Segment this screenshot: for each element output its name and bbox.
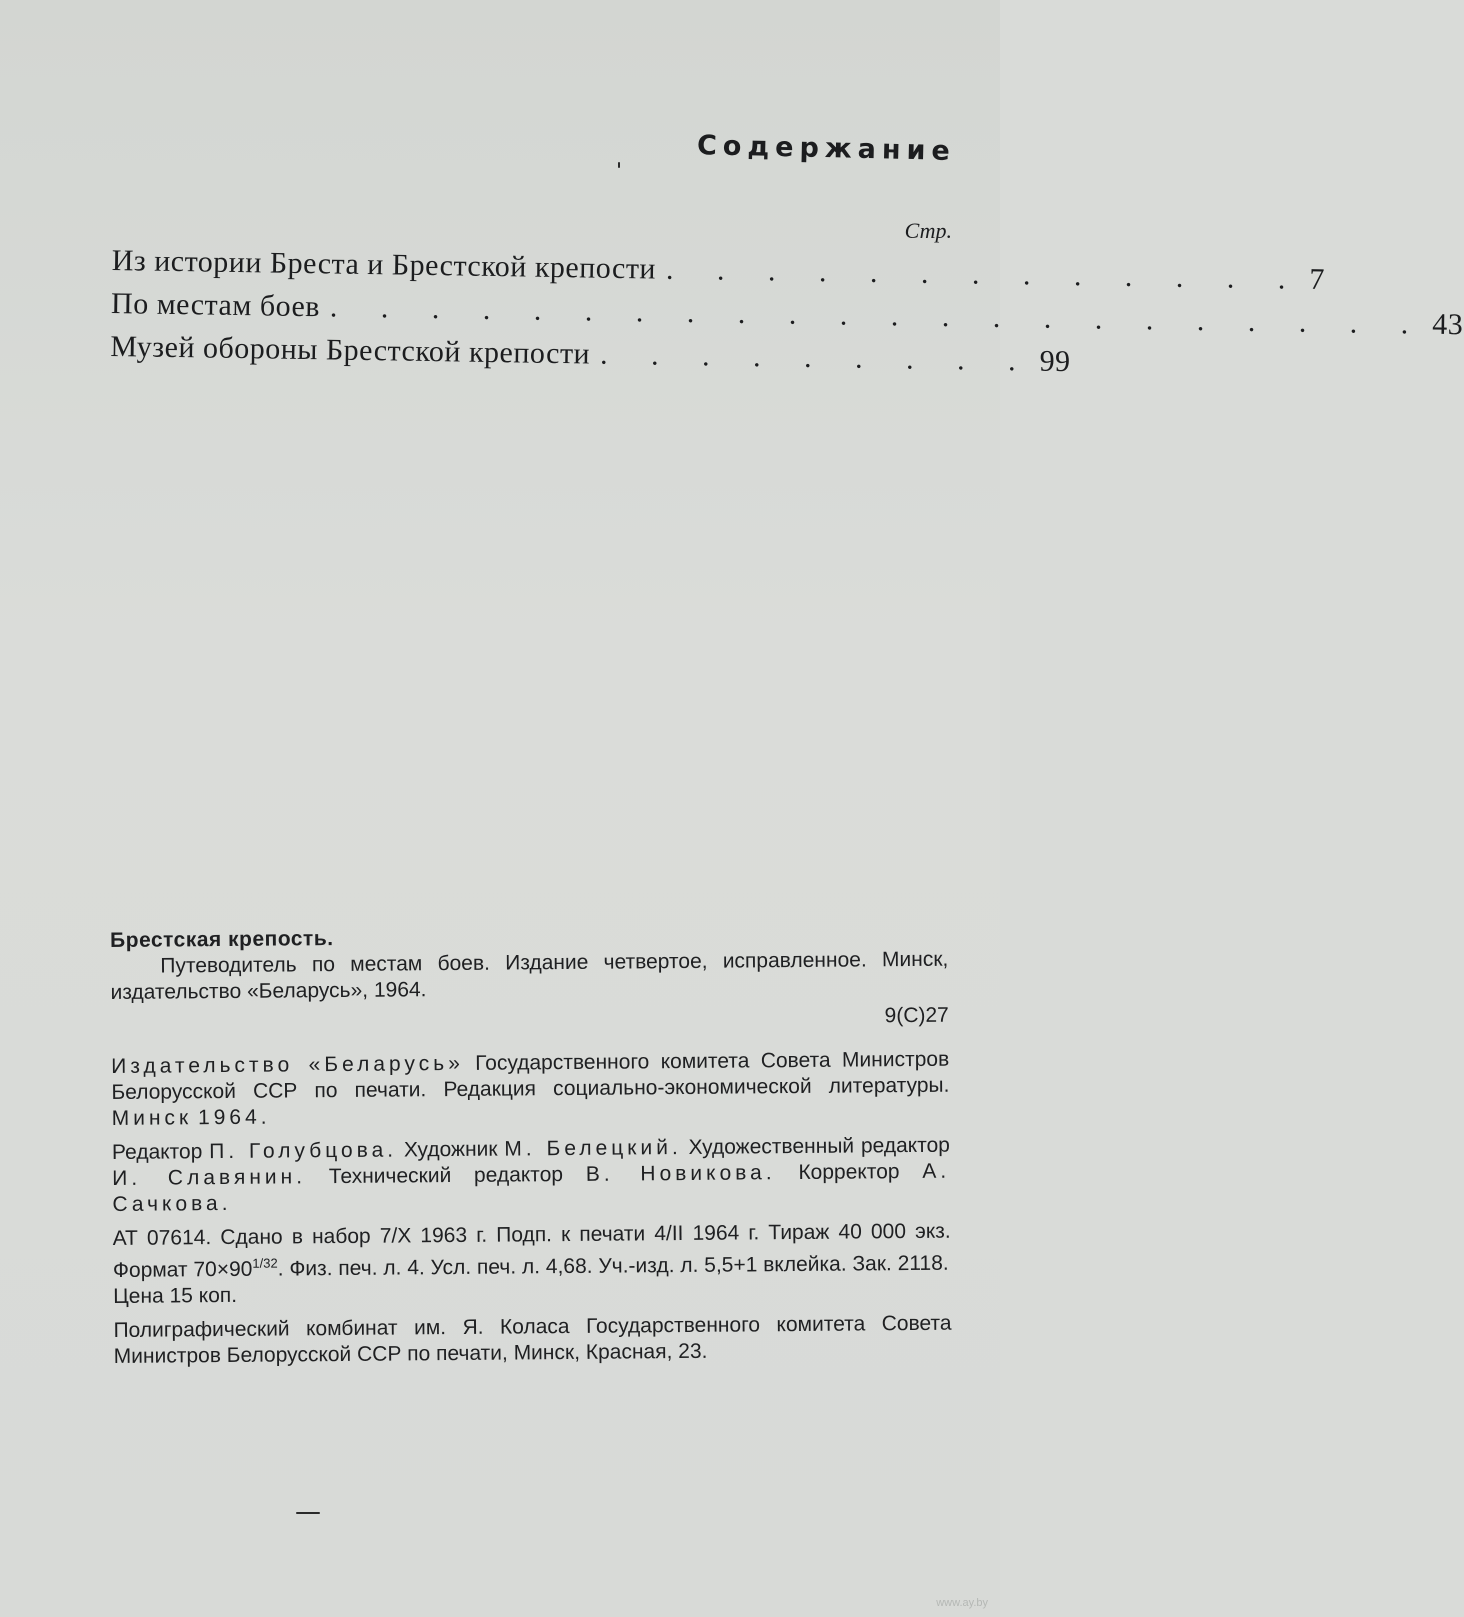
proofreader-name: А. Сачкова.	[112, 1159, 951, 1216]
toc-entry-title: Музей обороны Брестской крепости	[110, 329, 591, 371]
watermark: www.ay.by	[936, 1597, 988, 1609]
print-data	[113, 1219, 952, 1310]
editor-label: Редактор	[111, 1140, 203, 1164]
classification-index: 9(С)27	[884, 1003, 949, 1028]
print-data-rest: . Физ. печ. л. 4. Усл. печ. л. 4,68. Уч.-изд. л. 5,5+1 вклейка. Зак. 2118.	[277, 1251, 949, 1281]
publisher-year: 1964.	[197, 1105, 271, 1130]
format-fraction: 1/32	[252, 1255, 278, 1271]
credits	[112, 1133, 951, 1218]
publisher-info	[111, 1047, 950, 1132]
toc-entry-page: 7	[1309, 262, 1326, 297]
publisher-details: Государственного комитета Совета Министров Белорусской ССР по печати. Редакция социально-экономической литературы.	[111, 1047, 950, 1104]
ink-mark	[618, 162, 620, 168]
toc-entry-title: Из истории Бреста и Брестской крепости	[111, 244, 657, 286]
artist-name: М. Белецкий.	[504, 1136, 682, 1161]
book-description: Путеводитель по местам боев. Издание четвертое, исправленное. Минск, издательство «Беларусь», 1964.	[110, 947, 949, 1004]
tech-editor-label: Технический редактор	[328, 1163, 564, 1189]
ink-mark	[296, 1512, 320, 1514]
book-title: Брестская крепость.	[110, 927, 334, 952]
print-data-main: АТ 07614. Сдано в набор 7/X 1963 г. Подп. к печати 4/II 1964 г. Тираж 40 000 экз. Формат 70×90	[112, 1219, 951, 1282]
toc-leader-dots: . . . . . . . . . . . . .	[665, 252, 1304, 296]
toc-entry-page: 99	[1039, 344, 1071, 379]
page-column-label: Стр.	[904, 218, 952, 243]
proofreader-label: Корректор	[798, 1160, 900, 1185]
artist-label: Художник	[403, 1137, 498, 1162]
printer-info: Полиграфический комбинат им. Я. Коласа Государственного комитета Совета Министров Белорусской ССР по печати, Минск, Красная, 23.	[113, 1311, 952, 1368]
toc-leader-dots: . . . . . . . . . . . . . . . . . . . . . .	[329, 290, 1427, 341]
imprint-block	[110, 921, 952, 1378]
art-editor-label: Художественный редактор	[688, 1133, 951, 1159]
publisher-name: Издательство «Беларусь»	[111, 1051, 464, 1078]
toc-entry-page: 43	[1432, 307, 1464, 342]
price: Цена 15 коп.	[113, 1283, 238, 1308]
table-of-contents	[110, 244, 1464, 386]
art-editor-name: И. Славянин.	[112, 1165, 307, 1190]
toc-leader-dots: . . . . . . . . .	[599, 337, 1034, 378]
tech-editor-name: В. Новикова.	[585, 1161, 776, 1186]
editor-name: П. Голубцова.	[209, 1138, 398, 1164]
publisher-city: Минск	[111, 1106, 193, 1130]
contents-heading: Содержание	[696, 130, 957, 167]
toc-entry-title: По местам боев	[110, 286, 321, 324]
